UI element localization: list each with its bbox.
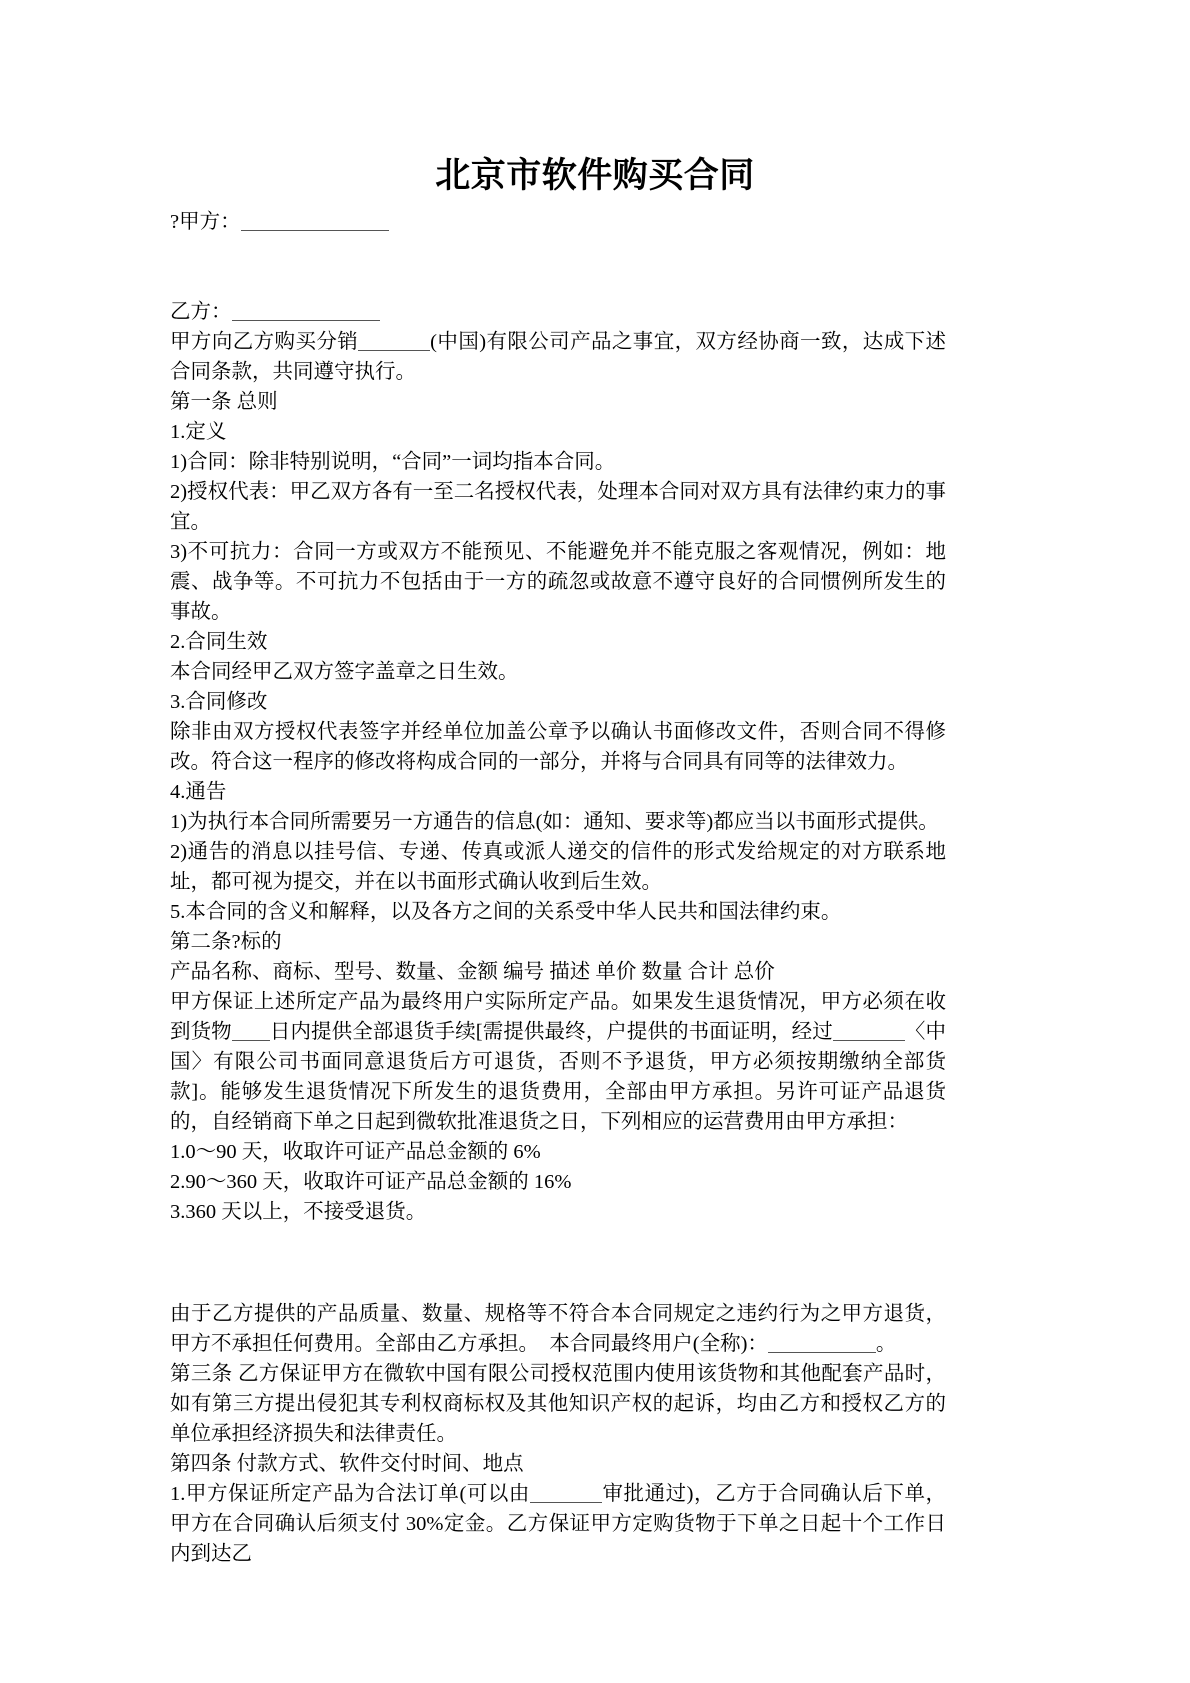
return-policy-part2: 日内提供全部退货手续[需提供最终，户提供的书面证明，经过 — [269, 1021, 833, 1043]
payment-text-part1: 1.甲方保证所定产品为合法订单(可以由 — [170, 1483, 530, 1505]
end-user-name-blank[interactable] — [768, 1332, 876, 1353]
article-2-closing — [170, 1299, 946, 1359]
article-2-heading: 第二条?标的 — [170, 931, 282, 953]
intro-text-part2: (中国)有限公司产品之事宜，双方经协商一致，达成下述合同条款，共同遵守执行。 — [170, 331, 947, 383]
closing-text-part1: 由于乙方提供的产品质量、数量、规格等不符合本合同规定之违约行为之甲方退货，甲方不承担任何费用。全部由乙方承担。 本合同最终用户(全称)： — [170, 1303, 946, 1355]
payment-text-part2: 审批通过)，乙方于合同确认后下单，甲方在合同确认后须支付 30%定金。乙方保证甲方定购货物于下单之日起十个工作日内到达乙 — [170, 1483, 947, 1565]
article-2-return-policy — [170, 987, 946, 1137]
section-1-1-item-3: 3)不可抗力：合同一方或双方不能预见、不能避免并不能克服之客观情况，例如：地震、战争等。不可抗力不包括由于一方的疏忽或故意不遵守良好的合同惯例所发生的事故。 — [170, 541, 946, 623]
section-1-4-item-1: 1)为执行本合同所需要另一方通告的信息(如：通知、要求等)都应当以书面形式提供。 — [170, 811, 939, 833]
approver-company-blank[interactable] — [833, 1020, 905, 1041]
page-title: 北京市软件购买合同 — [435, 156, 755, 195]
section-1-4-item-2: 2)通告的消息以挂号信、专递、传真或派人递交的信件的形式发给规定的对方联系地址，都可视为提交，并在以书面形式确认收到后生效。 — [170, 841, 946, 893]
article-3-text: 第三条 乙方保证甲方在微软中国有限公司授权范围内使用该货物和其他配套产品时，如有第三方提出侵犯其专利权商标权及其他知识产权的起诉，均由乙方和授权乙方的单位承担经济损失和法律责任。 — [170, 1363, 946, 1445]
document-body — [170, 207, 946, 1569]
section-1-3-text: 除非由双方授权代表签字并经单位加盖公章予以确认书面修改文件，否则合同不得修改。符合这一程序的修改将构成合同的一部分，并将与合同具有同等的法律效力。 — [170, 721, 946, 773]
intro-text-part1: 甲方向乙方购买分销 — [170, 331, 359, 353]
spacer-before-closing — [170, 1227, 946, 1299]
party-a-label: ?甲方： — [170, 211, 241, 233]
return-fee-item-3: 3.360 天以上，不接受退货。 — [170, 1201, 427, 1223]
approval-authority-blank[interactable] — [530, 1482, 602, 1503]
section-1-2-text: 本合同经甲乙双方签字盖章之日生效。 — [170, 661, 519, 683]
article-1-heading: 第一条 总则 — [170, 391, 278, 413]
section-1-4-heading: 4.通告 — [170, 781, 227, 803]
spacer-after-party-a — [170, 237, 946, 297]
party-b-field — [170, 297, 946, 327]
return-fee-item-2: 2.90～360 天，收取许可证产品总金额的 16% — [170, 1171, 572, 1193]
article-4-heading: 第四条 付款方式、软件交付时间、地点 — [170, 1453, 524, 1475]
article-2-columns: 产品名称、商标、型号、数量、金额 编号 描述 单价 数量 合计 总价 — [170, 961, 775, 983]
party-a-blank[interactable] — [241, 210, 389, 231]
section-1-1-item-2: 2)授权代表：甲乙双方各有一至二名授权代表，处理本合同对双方具有法律约束力的事宜。 — [170, 481, 946, 533]
return-days-blank[interactable] — [232, 1020, 270, 1041]
section-1-5-text: 5.本合同的含义和解释，以及各方之间的关系受中华人民共和国法律约束。 — [170, 901, 842, 923]
section-1-1-heading: 1.定义 — [170, 421, 227, 443]
return-fee-item-1: 1.0～90 天，收取许可证产品总金额的 6% — [170, 1141, 541, 1163]
closing-text-part2: 。 — [875, 1333, 897, 1355]
section-1-2-heading: 2.合同生效 — [170, 631, 268, 653]
section-1-1-item-1: 1)合同：除非特别说明，“合同”一词均指本合同。 — [170, 451, 616, 473]
article-4-item-1 — [170, 1479, 946, 1569]
party-a-field — [170, 207, 946, 237]
party-b-label: 乙方： — [170, 301, 232, 323]
return-policy-part3: 〈中国〉有限公司书面同意退货后方可退货，否则不予退货，甲方必须按期缴纳全部货款]。能够发生退货情况下所发生的退货费用，全部由甲方承担。另许可证产品退货的，自经销商下单之日起到微软批准退货之日，下列相应的运营费用由甲方承担： — [170, 1021, 946, 1133]
section-1-3-heading: 3.合同修改 — [170, 691, 268, 713]
intro-paragraph — [170, 327, 946, 387]
return-policy-part1: 甲方保证上述所定产品为最终用户实际所定产品。如果发生退货情况，甲方必须在收到货物 — [170, 991, 946, 1043]
company-name-blank[interactable] — [358, 330, 430, 351]
party-b-blank[interactable] — [232, 300, 380, 321]
